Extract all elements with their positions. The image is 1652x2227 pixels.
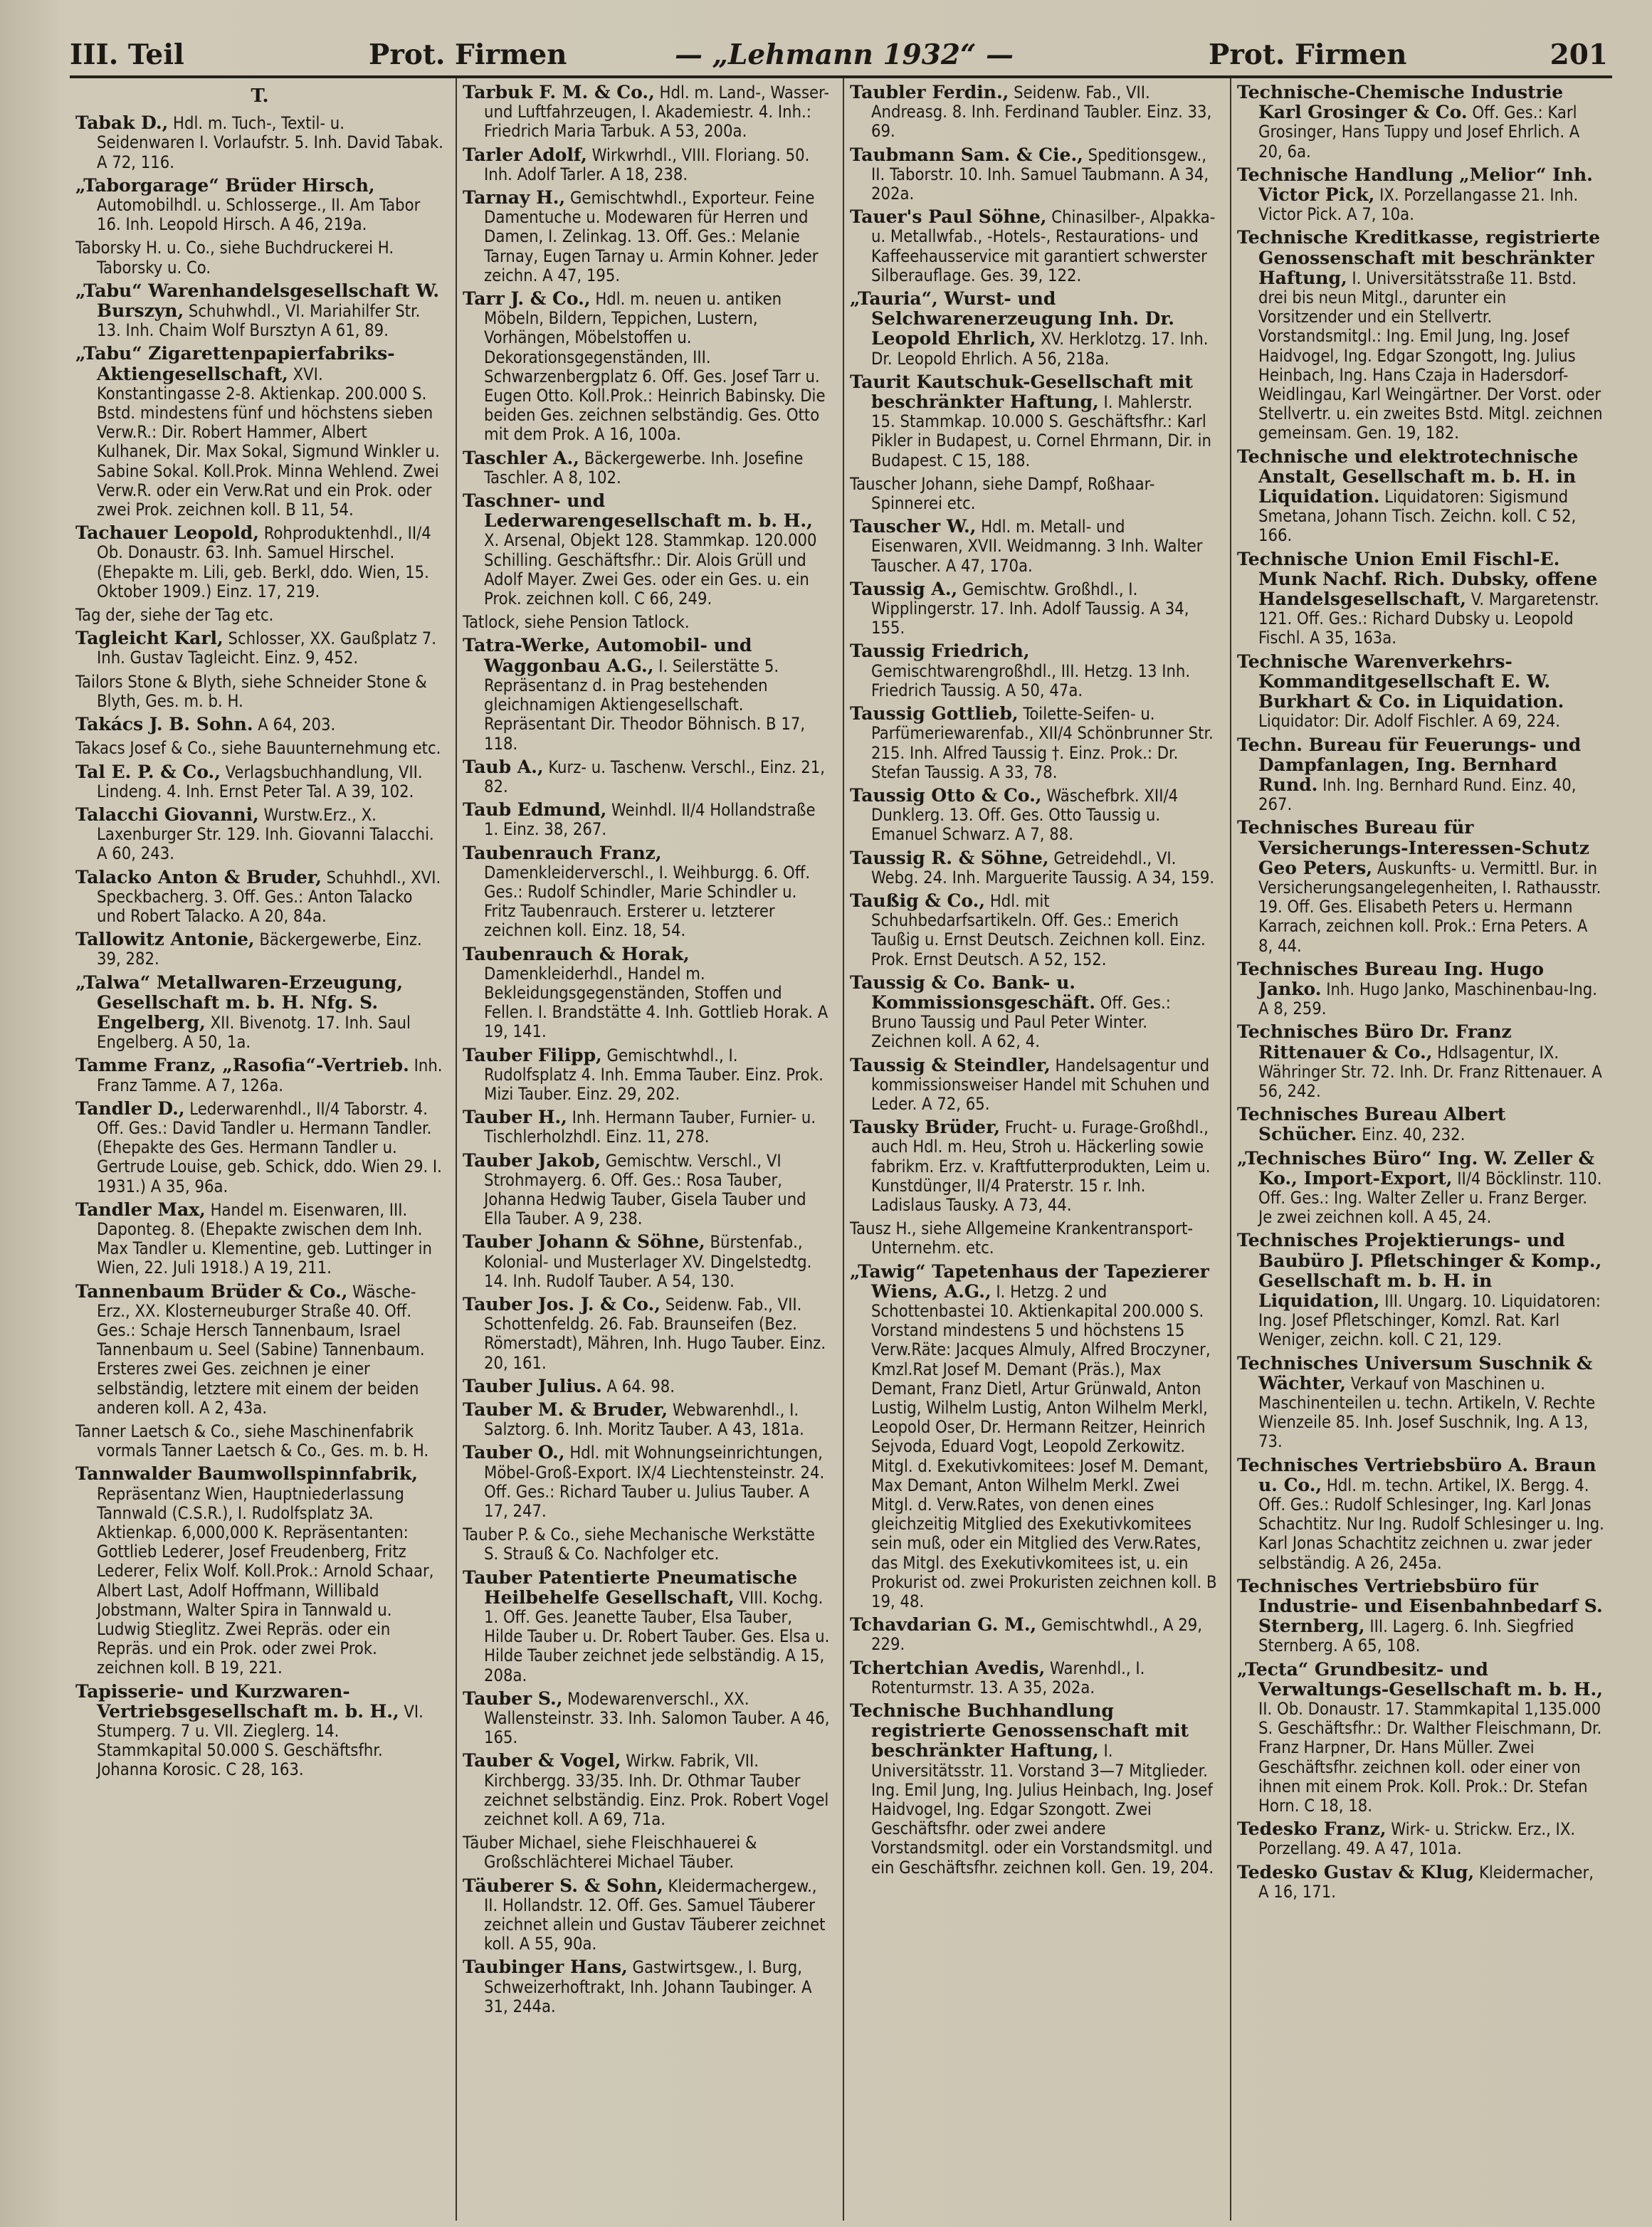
directory-entry	[850, 641, 1217, 700]
directory-entry	[75, 344, 444, 520]
firm-name: Technische und elektrotechnische Anstalt, Gesellschaft m. b. H. in Liquidation.	[1237, 446, 1579, 507]
firm-name: Tarler Adolf,	[463, 144, 587, 165]
firm-name: Tauscher W.,	[850, 516, 977, 537]
directory-entry	[463, 1400, 830, 1439]
entry-details: Tanner Laetsch & Co., siehe Maschinenfabrik vormals Tanner Laetsch & Co., Ges. m. b. H.	[75, 1421, 429, 1461]
directory-entry	[850, 579, 1217, 638]
entry-details: Täuber Michael, siehe Fleischhauerei & Großschlächterei Michael Täuber.	[463, 1833, 757, 1873]
directory-entry	[1237, 652, 1604, 732]
directory-entry	[1237, 228, 1604, 443]
firm-name: Tauber & Vogel,	[463, 1750, 621, 1771]
entry-details: Tausz H., siehe Allgemeine Krankentransport-Unternehm. etc.	[850, 1218, 1194, 1258]
directory-entry	[850, 1615, 1217, 1654]
directory-entry	[75, 281, 444, 341]
firm-name: Technisches Bureau Albert Schücher.	[1237, 1104, 1506, 1145]
directory-entry	[1237, 1455, 1604, 1573]
firm-name: Tachauer Leopold,	[75, 522, 259, 544]
entry-details: Inh. Franz Tamme. A 7, 126a.	[97, 1055, 443, 1095]
firm-name: Taussig R. & Söhne,	[850, 847, 1049, 868]
directory-entry	[850, 1262, 1217, 1612]
firm-name: „Tabu“ Warenhandelsgesellschaft W. Burszyn,	[75, 280, 440, 322]
entry-details: Gemischtw. Großhdl., I. Wipplingerstr. 17. Inh. Adolf Taussig. A 34, 155.	[871, 579, 1189, 638]
entry-details: Hdl. m. Metall- und Eisenwaren, XVII. Weidmanng. 3 Inh. Walter Tauscher. A 47, 170a.	[871, 517, 1203, 576]
directory-entry	[463, 944, 830, 1042]
entry-details: Getreidehdl., VI. Webg. 24. Inh. Marguerite Taussig. A 34, 159.	[871, 848, 1215, 888]
directory-entry	[850, 1055, 1217, 1115]
directory-entry	[1237, 959, 1604, 1019]
entry-details: Hdl. m. Tuch-, Textil- u. Seidenwaren I. Vorlaufstr. 5. Inh. David Tabak. A 72, 116.	[97, 113, 443, 172]
entry-details: I. Hetzg. 2 und Schottenbastei 10. Aktienkapital 200.000 S. Vorstand mindestens 5 und höchstens 15 Verw.Räte: Jacques Almuly, Alfred Broczyner, Kmzl.Rat Josef M. Demant (Präs.), Max Demant, Franz Dietl, Artur Grünwald, Anton Lustig, Wilhelm Lustig, Anton Wilhelm Merkl, Leopold Oser, Dr. Hermann Reitzer, Heinrich Sejvoda, Eduard Vogt, Leopold Zerkowitz. Mitgl. d. Exekutivkomitees: Josef M. Demant, Max Demant, Anton Wilhelm Merkl. Zwei Mitgl. d. Verw.Rates, von denen eines gleichzeitig Mitglied des Exekutivkomitees sein muß, oder ein Mitglied des Verw.Rates, das Mitgl. des Exekutivkomitees ist, u. ein Prokurist od. zwei Prokuristen zeichnen koll. B 19, 48.	[871, 1281, 1217, 1612]
directory-entry	[75, 762, 444, 801]
directory-entry	[75, 605, 444, 625]
directory-entry	[75, 523, 444, 601]
entry-details: I. Universitätsstraße 11. Bstd. drei bis neun Mitgl., darunter ein Vorsitzender und ein Stellvertr. Vorstandsmitgl.: Ing. Emil Jung, Ing. Josef Haidvogel, Ing. Edgar Szongott, Ing. Julius Heinbach, Ing. Hans Czaja in Hadersdorf-Weidlingau, Karl Weingärtner. Der Vorst. oder Stellvertr. u. ein zweites Bstd. Mitgl. zeichnen gemeinsam. Gen. 19, 182.	[1258, 268, 1603, 443]
entry-details: XVI. Konstantingasse 2-8. Aktienkap. 200.000 S. Bstd. mindestens fünf und höchstens sieben Verw.R.: Dir. Robert Hammer, Albert Kulhanek, Dir. Max Sokal, Sigmund Winkler u. Sabine Sokal. Koll.Prok. Minna Wehlend. Zwei Verw.R. oder ein Verw.Rat und ein Prok. oder zwei Prok. zeichnen koll. B 11, 54.	[97, 364, 440, 520]
column-2	[456, 78, 833, 2221]
directory-entry	[1237, 818, 1604, 955]
directory-entry	[463, 188, 830, 285]
directory-entry	[463, 1151, 830, 1229]
entry-details: A 64. 98.	[601, 1376, 675, 1396]
firm-name: Tauber Johann & Söhne,	[463, 1231, 705, 1253]
entry-details: Lederwarenhdl., II/4 Taborstr. 4. Off. Ges.: David Tandler u. Hermann Tandler. (Ehepakte des Ges. Hermann Tandler u. Gertrude Louise, geb. Schick, ddo. Wien 29. I. 1931.) A 35, 96a.	[97, 1098, 442, 1196]
firm-name: Technisches Bureau für Versicherungs-Interessen-Schutz Geo Peters,	[1237, 817, 1589, 878]
firm-name: Tauber Patentierte Pneumatische Heilbehelfe Gesellschaft,	[463, 1567, 798, 1608]
entry-details: II. Ob. Donaustr. 17. Stammkapital 1,135.000 S. Geschäftsfhr.: Dr. Walther Fleischmann, Dr. Franz Harpner, Dr. Hans Müller. Zwei Geschäftsfhr. zeichnen koll. oder einer von ihnen mit einem Prok. Koll. Prok.: Dr. Stefan Horn. C 18, 18.	[1258, 1699, 1602, 1816]
firm-name: Taussig A.,	[850, 578, 958, 599]
entry-details: Tailors Stone & Blyth, siehe Schneider Stone & Blyth, Ges. m. b. H.	[75, 671, 427, 711]
firm-name: Technische Kreditkasse, registrierte Genossenschaft mit beschränkter Haftung,	[1237, 227, 1600, 288]
directory-entry	[75, 628, 444, 668]
directory-entry	[463, 491, 830, 609]
entry-details: Wäsche-Erz., XX. Klosterneuburger Straße 40. Off. Ges.: Schaje Hersch Tannenbaum, Israel Tannenbaum u. Seel (Sabine) Tannenbaum. Ersteres zwei Ges. zeichnen je einer selbständig, letztere mit einem der beiden anderen koll. A 2, 43a.	[97, 1281, 425, 1418]
directory-entry	[463, 1046, 830, 1105]
firm-name: Taub A.,	[463, 756, 544, 777]
entry-details: Wirk- u. Strickw. Erz., IX. Porzellang. 49. A 47, 101a.	[1258, 1819, 1576, 1859]
entry-details: Repräsentanz Wien, Hauptniederlassung Tannwald (C.S.R.), I. Rudolfsplatz 3A. Aktienkap. 6,000,000 K. Repräsentanten: Gottlieb Lederer, Josef Freudenberg, Fritz Lederer, Felix Wolf. Koll.Prok.: Arnold Schaar, Albert Last, Adolf Hoffmann, Willibald Jobstmann, Walter Spira in Tannwald u. Ludwig Stieglitz. Zwei Repräs. oder ein Repräs. und ein Prok. oder zwei Prok. zeichnen koll. B 19, 221.	[97, 1483, 434, 1678]
firm-name: Takács J. B. Sohn.	[75, 714, 253, 735]
entry-details: Hdl. m. Land-, Wasser- und Luftfahrzeugen, I. Akademiestr. 4. Inh.: Friedrich Maria Tarbuk. A 53, 200a.	[484, 83, 829, 142]
directory-entry	[463, 1525, 830, 1564]
directory-entry	[850, 1218, 1217, 1258]
directory-entry	[1237, 1231, 1604, 1349]
directory-entry	[850, 207, 1217, 285]
directory-entry	[850, 1117, 1217, 1215]
directory-entry	[850, 83, 1217, 142]
directory-entry	[75, 973, 444, 1053]
section-letter: T.	[251, 85, 269, 107]
firm-name: Techn. Bureau für Feuerungs- und Dampfanlagen, Ing. Bernhard Rund.	[1237, 734, 1582, 795]
entry-details: Schuhhdl., XVI. Speckbacherg. 3. Off. Ges.: Anton Talacko und Robert Talacko. A 20, 84a.	[97, 867, 441, 926]
firm-name: Tauer's Paul Söhne,	[850, 206, 1047, 228]
entry-details: Takacs Josef & Co., siehe Bauunternehmung etc.	[75, 738, 441, 759]
firm-name: Technische Warenverkehrs-Kommanditgesellschaft E. W. Burkhart & Co. in Liquidation.	[1237, 651, 1564, 712]
firm-name: Tauber H.,	[463, 1107, 567, 1128]
entry-details: Frucht- u. Furage-Großhdl., auch Hdl. m. Heu, Stroh u. Häckerling sowie fabrikm. Erz. v. Kraftfutterprodukten, Leim u. Kunstdünger, II/4 Praterstr. 15 r. Inh. Ladislaus Tausky. A 73, 44.	[871, 1117, 1211, 1215]
firm-name: Taussig Gottlieb,	[850, 703, 1019, 725]
entry-details: Schuhwhdl., VI. Mariahilfer Str. 13. Inh. Chaim Wolf Bursztyn A 61, 89.	[97, 301, 421, 341]
entry-details: Hdl. m. neuen u. antiken Möbeln, Bildern, Teppichen, Lustern, Vorhängen, Möbelstoffen u. Dekorationsgegenständen, III. Schwarzenbergplatz 6. Off. Ges. Josef Tarr u. Eugen Otto. Koll.Prok.: Heinrich Babinsky. Die beiden Ges. zeichnen selbständig. Ges. Otto mit dem Prok. A 16, 100a.	[484, 289, 826, 445]
directory-entry	[463, 1295, 830, 1373]
directory-entry	[75, 238, 444, 277]
directory-entry	[1237, 549, 1604, 648]
firm-name: „Tawig“ Tapetenhaus der Tapezierer Wiens, A.G.,	[850, 1260, 1209, 1302]
directory-entry	[463, 145, 830, 184]
directory-entry	[463, 1376, 830, 1396]
entry-details: III. Lagerg. 6. Inh. Siegfried Sternberg. A 65, 108.	[1258, 1616, 1574, 1656]
entry-details: X. Arsenal, Objekt 128. Stammkap. 120.000 Schilling. Geschäftsfhr.: Dir. Alois Grüll und Adolf Mayer. Zwei Ges. oder ein Ges. u. ein Prok. zeichnen koll. C 66, 249.	[484, 530, 817, 609]
entry-details: Gemischtwarengroßhdl., III. Hetzg. 13 Inh. Friedrich Taussig. A 50, 47a.	[871, 660, 1191, 700]
firm-name: Tedesko Gustav & Klug,	[1237, 1861, 1475, 1883]
entry-details: Toilette-Seifen- u. Parfümeriewarenfab., XII/4 Schönbrunner Str. 215. Inh. Alfred Taussig †. Einz. Prok.: Dr. Stefan Taussig. A 33, 78.	[871, 704, 1214, 782]
entry-details: Wurstw.Erz., X. Laxenburger Str. 129. Inh. Giovanni Talacchi. A 60, 243.	[97, 804, 434, 864]
entry-details: I. Seilerstätte 5. Repräsentanz d. in Prag bestehenden gleichnamigen Aktiengesellschaft. Repräsentant Dir. Theodor Böhnisch. B 17, 118.	[484, 656, 806, 754]
directory-entry	[463, 1443, 830, 1521]
directory-entry	[1237, 165, 1604, 225]
entry-details: Gemischtw. Verschl., VI Strohmayerg. 6. Off. Ges.: Rosa Tauber, Johanna Hedwig Tauber, Gisela Tauber und Ella Tauber. A 9, 238.	[484, 1150, 806, 1229]
firm-name: Tauber S.,	[463, 1688, 563, 1709]
firm-name: Tedesko Franz,	[1237, 1818, 1387, 1840]
directory-entry	[850, 474, 1217, 513]
firm-name: Taußig & Co.,	[850, 890, 986, 911]
entry-details: Liquidatoren: Sigismund Smetana, Johann Tisch. Zeichn. koll. C 52, 166.	[1258, 487, 1577, 546]
firm-name: Taubler Ferdin.,	[850, 82, 1009, 102]
firm-name: „Tabu“ Zigarettenpapierfabriks-Aktiengesellschaft,	[75, 343, 395, 384]
directory-entry	[463, 448, 830, 488]
directory-entry	[850, 973, 1217, 1052]
directory-entry	[850, 891, 1217, 969]
firm-name: Tausky Brüder,	[850, 1117, 1001, 1138]
entry-details: Wirkw. Fabrik, VII. Kirchbergg. 33/35. Inh. Dr. Othmar Tauber zeichnet selbständig. Einz. Prok. Robert Vogel zeichnet koll. A 69, 71a.	[484, 1751, 829, 1830]
entry-details: Tatlock, siehe Pension Tatlock.	[463, 612, 690, 633]
firm-name: Tchavdarian G. M.,	[850, 1614, 1037, 1636]
firm-name: Technische Union Emil Fischl-E. Munk Nachf. Rich. Dubsky, offene Handelsgesellschaft,	[1237, 548, 1598, 610]
directory-entry	[1237, 1149, 1604, 1228]
part-label: III. Teil	[70, 38, 184, 71]
entry-details: Kleidermacher, A 16, 171.	[1258, 1862, 1594, 1902]
firm-name: „Talwa“ Metallwaren-Erzeugung, Gesellschaft m. b. H. Nfg. S. Engelberg,	[75, 972, 404, 1033]
firm-name: Taussig & Steindler,	[850, 1054, 1051, 1075]
firm-name: Tallowitz Antonie,	[75, 929, 255, 950]
section-label-left: Prot. Firmen	[369, 38, 567, 71]
firm-name: Taschner- und Lederwarengesellschaft m. b. H.,	[463, 490, 813, 532]
firm-name: Tauber Julius.	[463, 1375, 602, 1396]
directory-entry	[75, 930, 444, 969]
firm-name: Technische-Chemische Industrie Karl Grosinger & Co.	[1237, 82, 1564, 123]
directory-entry	[75, 1282, 444, 1418]
firm-name: Taubmann Sam. & Cie.,	[850, 144, 1083, 165]
entry-details: V. Margaretenstr. 121. Off. Ges.: Richard Dubsky u. Leopold Fischl. A 35, 163a.	[1258, 589, 1599, 648]
directory-entry	[463, 289, 830, 445]
directory-entry	[75, 1421, 444, 1460]
entry-details: III. Ungarg. 10. Liquidatoren: Ing. Josef Pfletschinger, Komzl. Rat. Karl Weniger, zeichn. koll. C 21, 129.	[1258, 1290, 1601, 1350]
directory-entry	[1237, 1354, 1604, 1452]
firm-name: Tapisserie- und Kurzwaren-Vertriebsgesellschaft m. b. H.,	[75, 1680, 399, 1722]
directory-entry	[850, 145, 1217, 204]
firm-name: Taubenrauch & Horak,	[463, 943, 690, 964]
firm-name: Tarr J. & Co.,	[463, 288, 591, 310]
entry-details: Off. Ges.: Bruno Taussig und Paul Peter Winter. Zeichnen koll. A 62, 4.	[871, 992, 1171, 1052]
directory-entry	[75, 1682, 444, 1780]
firm-name: Tauber Jos. J. & Co.,	[463, 1293, 661, 1315]
column-1	[70, 78, 447, 2221]
firm-name: Taussig & Co. Bank- u. Kommissionsgeschäft.	[850, 972, 1095, 1013]
entry-details: Liquidator: Dir. Adolf Fischler. A 69, 224.	[1258, 711, 1561, 732]
directory-entry	[850, 372, 1217, 470]
entry-details: Inh. Hermann Tauber, Furnier- u. Tischlerholzhdl. Einz. 11, 278.	[484, 1107, 816, 1147]
entry-details: Seidenw. Fab., VII. Schottenfeldg. 26. Fab. Braunseifen (Bez. Römerstadt), Mähren, Inh. Hugo Tauber. Einz. 20, 161.	[484, 1294, 826, 1373]
firm-name: Tauber M. & Bruder,	[463, 1399, 668, 1420]
section-label-right: Prot. Firmen	[1209, 38, 1407, 71]
entry-details: I. Mahlerstr. 15. Stammkap. 10.000 S. Geschäftsfhr.: Karl Pikler in Budapest, u. Cornel Ehrmann, Dir. in Budapest. C 15, 188.	[871, 392, 1211, 470]
directory-entry	[1237, 447, 1604, 546]
directory-entry	[75, 715, 444, 735]
directory-entry	[75, 672, 444, 711]
entry-details: Wirkwrhdl., VIII. Floriang. 50. Inh. Adolf Tarler. A 18, 238.	[484, 144, 810, 184]
firm-name: Technisches Büro Dr. Franz Rittenauer & Co.,	[1237, 1021, 1512, 1063]
directory-entry	[463, 1107, 830, 1147]
entry-details: Einz. 40, 232.	[1357, 1125, 1466, 1145]
directory-entry	[463, 843, 830, 941]
entry-details: Gemischtwhdl., A 29, 229.	[871, 1615, 1202, 1655]
directory-entry	[1237, 1576, 1604, 1656]
entry-details: Inh. Hugo Janko, Maschinenbau-Ing. A 8, 259.	[1258, 979, 1598, 1019]
firm-name: Tarnay H.,	[463, 187, 566, 209]
directory-entry	[850, 1701, 1217, 1878]
directory-entry	[850, 848, 1217, 888]
firm-name: „Taborgarage“ Brüder Hirsch,	[75, 174, 375, 196]
entry-details: Kleidermachergew., II. Hollandstr. 12. Off. Ges. Samuel Täuberer zeichnet allein und Gustav Täuberer zeichnet koll. A 55, 90a.	[484, 1875, 826, 1954]
entry-details: Gemischtwhdl., Exporteur. Feine Damentuche u. Modewaren für Herren und Damen, I. Zelinkag. 13. Off. Ges.: Melanie Tarnay, Eugen Tarnay u. Armin Kohner. Jeder zeichn. A 47, 195.	[484, 188, 819, 285]
entry-details: Seidenw. Fab., VII. Andreasg. 8. Inh. Ferdinand Taubler. Einz. 33, 69.	[871, 83, 1212, 142]
directory-entry	[1237, 1819, 1604, 1858]
publication-title: — „Lehmann 1932“ —	[675, 38, 1014, 71]
directory-entry	[463, 800, 830, 839]
entry-details: Damenkleiderhdl., Handel m. Bekleidungsgegenständen, Stoffen und Fellen. I. Brandstätte 4. Inh. Gottlieb Horak. A 19, 141.	[484, 963, 828, 1042]
entry-details: Chinasilber-, Alpakka- u. Metallwfab., -Hotels-, Restaurations- und Kaffeehausservice mit garantiert schwerster Silberauflage. Ges. 39, 122.	[871, 207, 1216, 285]
firm-name: Tandler D.,	[75, 1097, 185, 1119]
directory-entry	[1237, 735, 1604, 815]
entry-details: II/4 Böcklinstr. 110. Off. Ges.: Ing. Walter Zeller u. Franz Berger. Je zwei zeichnen koll. A 45, 24.	[1258, 1168, 1602, 1228]
entry-details: Handelsagentur und kommissionsweiser Handel mit Schuhen und Leder. A 72, 65.	[871, 1055, 1210, 1114]
firm-name: Talacko Anton & Bruder,	[75, 866, 322, 888]
entry-details: Tauber P. & Co., siehe Mechanische Werkstätte S. Strauß & Co. Nachfolger etc.	[463, 1525, 815, 1564]
directory-entry	[463, 1689, 830, 1748]
firm-name: Tal E. P. & Co.,	[75, 761, 221, 782]
directory-entry	[1237, 83, 1604, 162]
entry-details: VI. Stumperg. 7 u. VII. Zieglerg. 14. Stammkapital 50.000 S. Geschäftsfhr. Johanna Korosic. C 28, 163.	[97, 1701, 423, 1780]
directory-entry	[1237, 1022, 1604, 1101]
directory-entry	[75, 1464, 444, 1678]
firm-name: Tannenbaum Brüder & Co.,	[75, 1280, 348, 1302]
entry-details: Speditionsgew., II. Taborstr. 10. Inh. Samuel Taubmann. A 34, 202a.	[871, 144, 1209, 204]
entry-details: Handel m. Eisenwaren, III. Daponteg. 8. (Ehepakte zwischen dem Inh. Max Tandler u. Klementine, geb. Luttinger in Wien, 22. Juli 1918.) A 19, 211.	[97, 1199, 432, 1278]
directory-entry	[463, 1568, 830, 1685]
entry-details: XII. Bivenotg. 17. Inh. Saul Engelberg. A 50, 1a.	[97, 1012, 411, 1053]
firm-name: Tarbuk F. M. & Co.,	[463, 82, 655, 102]
entry-details: Inh. Ing. Bernhard Rund. Einz. 40, 267.	[1258, 774, 1577, 815]
firm-name: Taubenrauch Franz,	[463, 842, 662, 863]
firm-name: „Tecta“ Grundbesitz- und Verwaltungs-Gesellschaft m. b. H.,	[1237, 1658, 1603, 1700]
entry-details: Hdl. mit Wohnungseinrichtungen, Möbel-Groß-Export. IX/4 Liechtensteinstr. 24. Off. Ges.: Richard Tauber u. Julius Tauber. A 17, 247.	[484, 1443, 825, 1522]
directory-entry	[463, 612, 830, 632]
directory-entry	[75, 113, 444, 172]
firm-name: Tauber O.,	[463, 1442, 565, 1463]
directory-entry	[1237, 1660, 1604, 1816]
entry-details: Gastwirtsgew., I. Burg, Schweizerhoftrakt, Inh. Johann Taubinger. A 31, 244a.	[484, 1957, 812, 2016]
entry-details: Taborsky H. u. Co., siehe Buchdruckerei H. Taborsky u. Co.	[75, 238, 394, 278]
entry-details: Tauscher Johann, siehe Dampf, Roßhaar-Spinnerei etc.	[850, 473, 1155, 514]
firm-name: Taussig Friedrich,	[850, 641, 1030, 662]
directory-entry	[463, 757, 830, 796]
firm-name: Täuberer S. & Sohn,	[463, 1875, 663, 1896]
page-header	[70, 28, 1612, 78]
entry-details: I. Universitätsstr. 11. Vorstand 3—7 Mitglieder. Ing. Emil Jung, Ing. Julius Heinbach, Ing. Josef Haidvogel, Ing. Edgar Szongott. Zwei Geschäftsfhr. oder zwei andere Vorstandsmitgl. oder ein Vorstandsmitgl. und ein Geschäftsfhr. zeichnen koll. Gen. 19, 204.	[871, 1741, 1214, 1878]
entry-details: Kurz- u. Taschenw. Verschl., Einz. 21, 82.	[484, 757, 826, 796]
entry-details: Verkauf von Maschinen u. Maschinenteilen u. techn. Artikeln, V. Rechte Wienzeile 85. Inh. Josef Suschnik, Ing. A 13, 73.	[1258, 1373, 1596, 1452]
entry-details: Hdl. mit Schuhbedarfsartikeln. Off. Ges.: Emerich Taußig u. Ernst Deutsch. Zeichnen koll. Einz. Prok. Ernst Deutsch. A 52, 152.	[871, 890, 1206, 969]
directory-entry	[75, 1200, 444, 1278]
entry-details: Rohproduktenhdl., II/4 Ob. Donaustr. 63. Inh. Samuel Hirschel. (Ehepakte m. Lili, geb. Berkl, ddo. Wien, 15. Oktober 1909.) Einz. 17, 219.	[97, 523, 431, 601]
directory-entry	[850, 1658, 1217, 1697]
firm-name: Technisches Vertriebsbüro A. Braun u. Co.,	[1237, 1454, 1596, 1495]
page-number: 201	[1550, 38, 1608, 71]
firm-name: Tabak D.,	[75, 112, 169, 134]
directory-entry	[75, 1099, 444, 1196]
entry-details: Verlagsbuchhandlung, VII. Lindeng. 4. Inh. Ernst Peter Tal. A 39, 102.	[97, 762, 423, 801]
directory-entry	[1237, 1863, 1604, 1902]
firm-name: Technisches Projektierungs- und Baubüro J. Pfletschinger & Komp., Gesellschaft m. b. H. in Liquidation,	[1237, 1230, 1602, 1311]
entry-details: Automobilhdl. u. Schlosserge., II. Am Tabor 16. Inh. Leopold Hirsch. A 46, 219a.	[97, 195, 421, 235]
entry-details: IX. Porzellangasse 21. Inh. Victor Pick. A 7, 10a.	[1258, 185, 1579, 225]
entry-details: Bürstenfab., Kolonial- und Musterlager XV. Dingelstedtg. 14. Inh. Rudolf Tauber. A 54, 130.	[484, 1232, 812, 1291]
directory-entry	[75, 738, 444, 758]
entry-details: Schlosser, XX. Gaußplatz 7. Inh. Gustav Tagleicht. Einz. 9, 452.	[97, 628, 437, 668]
firm-name: „Tauria“, Wurst- und Selchwarenerzeugung Inh. Dr. Leopold Ehrlich,	[850, 288, 1174, 349]
directory-entry	[75, 1055, 444, 1095]
entry-details: A 64, 203.	[253, 715, 336, 735]
firm-name: Taussig Otto & Co.,	[850, 784, 1042, 806]
entry-details: Tag der, siehe der Tag etc.	[75, 605, 274, 626]
firm-name: Talacchi Giovanni,	[75, 804, 259, 825]
firm-name: Taurit Kautschuk-Gesellschaft mit beschränkter Haftung,	[850, 371, 1193, 413]
directory-entry	[850, 704, 1217, 782]
firm-name: Tatra-Werke, Automobil- und Waggonbau A.G.,	[463, 635, 752, 676]
entry-details: Warenhdl., I. Rotenturmstr. 13. A 35, 202a.	[871, 1658, 1145, 1697]
directory-entry	[463, 83, 830, 142]
entry-details: Gemischtwhdl., I. Rudolfsplatz 4. Inh. Emma Tauber. Einz. Prok. Mizi Tauber. Einz. 29, 202.	[484, 1045, 824, 1104]
entry-details: Bäckergewerbe, Einz. 39, 282.	[97, 930, 422, 969]
firm-name: Taubinger Hans,	[463, 1957, 628, 1978]
firm-name: Tagleicht Karl,	[75, 628, 223, 649]
entry-details: Bäckergewerbe. Inh. Josefine Taschler. A 8, 102.	[484, 448, 804, 488]
entry-details: Modewarenverschl., XX. Wallensteinstr. 33. Inh. Salomon Tauber. A 46, 165.	[484, 1688, 830, 1748]
directory-entry	[850, 786, 1217, 845]
directory-entry	[75, 176, 444, 235]
directory-entry	[463, 636, 830, 753]
entry-details: Hdl. m. techn. Artikel, IX. Bergg. 4. Off. Ges.: Rudolf Schlesinger, Ing. Karl Jonas Schachtitz. Nur Ing. Rudolf Schlesinger u. Ing. Karl Jonas Schachtitz zeichnen u. zwar jeder selbständig. A 26, 245a.	[1258, 1475, 1604, 1573]
directory-entry	[1237, 1105, 1604, 1144]
firm-name: Tamme Franz, „Rasofia“-Vertrieb.	[75, 1055, 409, 1076]
firm-name: Taschler A.,	[463, 447, 579, 468]
directory-columns	[70, 78, 1612, 2213]
firm-name: Technische Handlung „Melior“ Inh. Victor Pick,	[1237, 164, 1593, 206]
directory-entry	[463, 1232, 830, 1291]
directory-entry	[75, 805, 444, 864]
entry-details: Weinhdl. II/4 Hollandstraße 1. Einz. 38, 267.	[484, 800, 816, 840]
directory-entry	[463, 1751, 830, 1829]
entry-details: Webwarenhdl., I. Salztorg. 6. Inh. Moritz Tauber. A 43, 181a.	[484, 1400, 804, 1440]
directory-entry	[850, 517, 1217, 576]
firm-name: „Technisches Büro“ Ing. W. Zeller & Ko., Import-Export,	[1237, 1147, 1595, 1189]
entry-details: Hdlsagentur, IX. Währinger Str. 72. Inh. Dr. Franz Rittenauer. A 56, 242.	[1258, 1042, 1602, 1101]
firm-name: Tandler Max,	[75, 1199, 206, 1220]
column-3	[843, 78, 1220, 2221]
entry-details: Damenkleiderverschl., I. Weihburgg. 6. Off. Ges.: Rudolf Schindler, Marie Schindler u. Fritz Taubenrauch. Ersterer u. letzterer zeichnen koll. Einz. 18, 54.	[484, 862, 811, 941]
directory-entry	[75, 868, 444, 927]
firm-name: Tauber Jakob,	[463, 1149, 601, 1171]
entry-details: VIII. Kochg. 1. Off. Ges. Jeanette Tauber, Elsa Tauber, Hilde Tauber u. Dr. Robert Tauber. Ges. Elsa u. Hilde Tauber zeichnet jede selbständig. A 15, 208a.	[484, 1587, 830, 1685]
entry-details: Wäschefbrk. XII/4 Dunklerg. 13. Off. Ges. Otto Taussig u. Emanuel Schwarz. A 7, 88.	[871, 785, 1179, 845]
firm-name: Technisches Bureau Ing. Hugo Janko.	[1237, 958, 1545, 999]
entry-details: XV. Herklotzg. 17. Inh. Dr. Leopold Ehrlich. A 56, 218a.	[871, 329, 1209, 369]
directory-entry	[850, 289, 1217, 369]
entry-details: Auskunfts- u. Vermittl. Bur. in Versicherungsangelegenheiten, I. Rathausstr. 19. Off. Ges. Elisabeth Peters u. Hermann Karrach, zeichnen koll. Prok.: Erna Peters. A 8, 44.	[1258, 858, 1601, 956]
firm-name: Taub Edmund,	[463, 799, 607, 821]
column-4	[1230, 78, 1607, 2221]
entry-details: Off. Ges.: Karl Grosinger, Hans Tuppy und Josef Ehrlich. A 20, 6a.	[1258, 102, 1580, 162]
firm-name: Technisches Universum Suschnik & Wächter,	[1237, 1352, 1593, 1394]
firm-name: Tchertchian Avedis,	[850, 1657, 1046, 1678]
directory-entry	[463, 1833, 830, 1872]
firm-name: Technisches Vertriebsbüro für Industrie- und Eisenbahnbedarf S. Sternberg,	[1237, 1575, 1603, 1637]
firm-name: Technische Buchhandlung registrierte Genossenschaft mit beschränkter Haftung,	[850, 1700, 1189, 1762]
directory-entry	[463, 1957, 830, 2016]
directory-entry	[463, 1876, 830, 1954]
firm-name: Tauber Filipp,	[463, 1044, 602, 1065]
firm-name: Tannwalder Baumwollspinnfabrik,	[75, 1463, 418, 1485]
